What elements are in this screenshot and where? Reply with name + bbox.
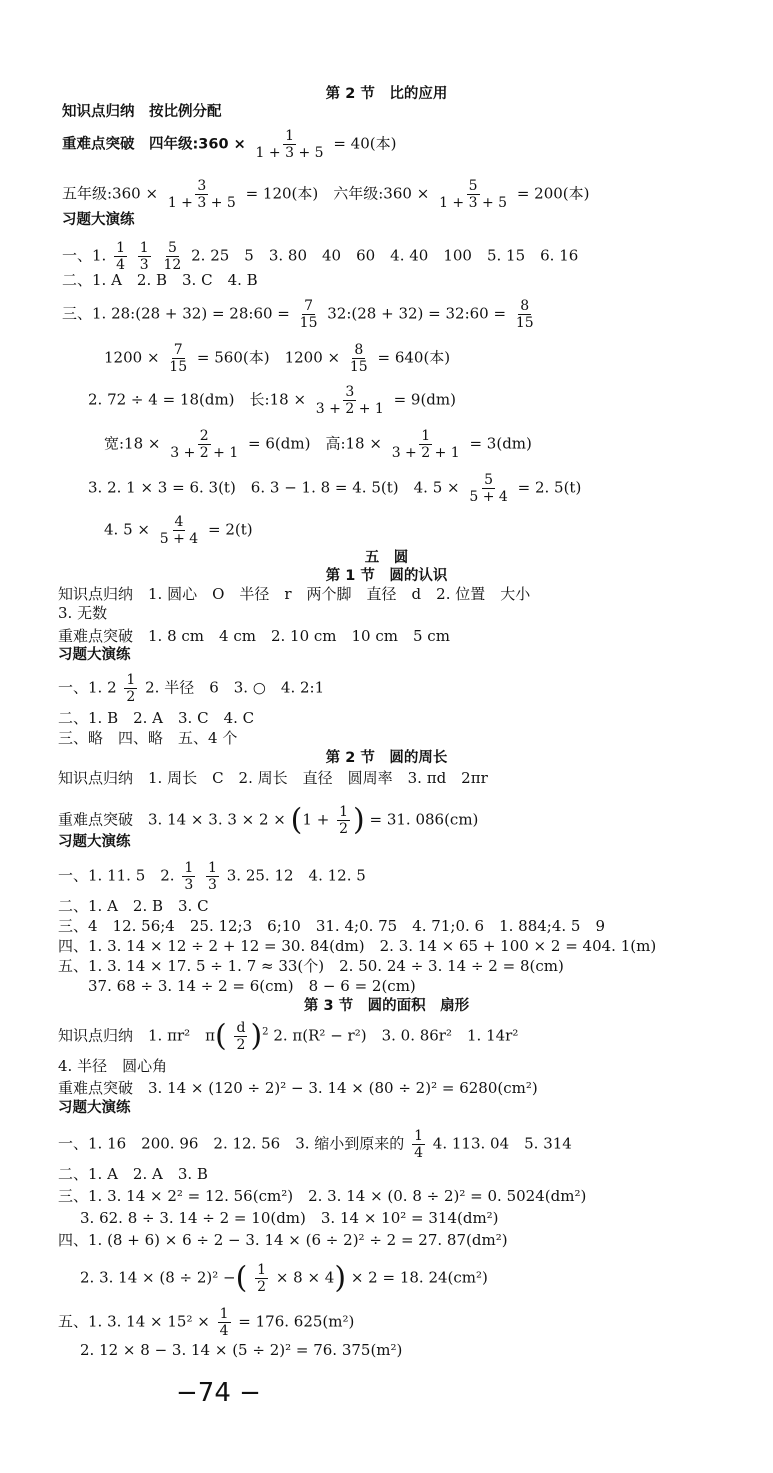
answer-line: 2. 3. 14 × (8 ÷ 2)² −( $\frac{1}{2}$ × 8 × 4) × 2 = 18. 24(cm²) bbox=[80, 1260, 488, 1296]
section-title-circle-intro: 第 1 节 圆的认识 bbox=[325, 568, 448, 584]
answer-line: 3. 2. 1 × 3 = 6. 3(t) 6. 3 − 1. 8 = 4. 5(t) 4. 5 × $\frac{5}{5 + 4}$ = 2. 5(t) bbox=[88, 472, 582, 505]
answer-line: 1200 × $\frac{7}{15}$ = 560(本) 1200 × $\frac{8}{15}$ = 640(本) bbox=[104, 342, 451, 375]
answer-line: 一、1. $\frac{1}{4}$ $\frac{1}{3}$ $\frac{5}{12}$ 2. 25 5 3. 80 40 60 4. 40 100 5. 15 6. 16 bbox=[62, 240, 579, 273]
fraction: $\frac{d}{2}$ bbox=[236, 1020, 246, 1053]
fraction: $\frac{5}{5 + 4}$ bbox=[469, 472, 508, 505]
answer-line: 二、1. A 2. B 3. C 4. B bbox=[62, 271, 258, 289]
fraction: $\frac{3}{1 + 3 + 5}$ bbox=[167, 178, 236, 211]
fraction: $\frac{5}{12}$ bbox=[163, 240, 182, 273]
section-title-circumference: 第 2 节 圆的周长 bbox=[325, 750, 448, 766]
difficulty-line: 重难点突破 3. 14 × (120 ÷ 2)² − 3. 14 × (80 ÷ 2)² = 6280(cm²) bbox=[58, 1079, 538, 1097]
answer-line: 一、1. 2 $\frac{1}{2}$ 2. 半径 6 3. ○ 4. 2:1 bbox=[58, 672, 325, 705]
page-number: −74 − bbox=[176, 1378, 261, 1408]
answer-line: 2. 12 × 8 − 3. 14 × (5 ÷ 2)² = 76. 375(m²) bbox=[80, 1341, 403, 1359]
answer-line: 3. 62. 8 ÷ 3. 14 ÷ 2 = 10(dm) 3. 14 × 10² = 314(dm²) bbox=[80, 1209, 499, 1227]
exercise-heading: 习题大演练 bbox=[58, 647, 131, 663]
answer-line: 2. 72 ÷ 4 = 18(dm) 长:18 × $\frac{3}{3 + 2 + 1}$ = 9(dm) bbox=[88, 384, 456, 417]
knowledge-summary: 知识点归纳 1. 周长 C 2. 周长 直径 圆周率 3. πd 2πr bbox=[58, 769, 488, 787]
answer-line: 一、1. 16 200. 96 2. 12. 56 3. 缩小到原来的 $\frac{1}{4}$ 4. 113. 04 5. 314 bbox=[58, 1128, 572, 1161]
knowledge-summary: 知识点归纳 1. πr² π( $\frac{d}{2}$ )$^2$ 2. π(R² − r²) 3. 0. 86r² 1. 14r² bbox=[58, 1018, 519, 1054]
answer-line: 五、1. 3. 14 × 17. 5 ÷ 1. 7 ≈ 33(个) 2. 50. 24 ÷ 3. 14 ÷ 2 = 8(cm) bbox=[58, 957, 564, 975]
exercise-heading: 习题大演练 bbox=[62, 212, 135, 228]
fraction: $\frac{1}{3}$ bbox=[184, 860, 194, 893]
fraction: $\frac{1}{3}$ bbox=[139, 240, 149, 273]
fraction: $\frac{7}{15}$ bbox=[299, 298, 318, 331]
answer-line: 二、1. B 2. A 3. C 4. C bbox=[58, 709, 255, 727]
fraction: $\frac{4}{5 + 4}$ bbox=[159, 514, 199, 547]
fraction: $\frac{1}{3 + 2 + 1}$ bbox=[391, 428, 460, 461]
fraction: $\frac{1}{3}$ bbox=[208, 860, 217, 893]
answer-line: 三、1. 3. 14 × 2² = 12. 56(cm²) 2. 3. 14 × (0. 8 ÷ 2)² = 0. 5024(dm²) bbox=[58, 1187, 587, 1205]
answer-line: 4. 半径 圆心角 bbox=[58, 1057, 168, 1075]
fraction: $\frac{2}{3 + 2 + 1}$ bbox=[170, 428, 239, 461]
answer-line: 三、略 四、略 五、4 个 bbox=[58, 729, 238, 747]
exercise-heading: 习题大演练 bbox=[58, 834, 131, 850]
answer-line: 4. 5 × $\frac{4}{5 + 4}$ = 2(t) bbox=[104, 514, 253, 547]
difficulty-line: 重难点突破 四年级:360 × $\frac{1}{1 + 3 + 5}$ = 40(本) bbox=[62, 128, 397, 161]
section-title-circle-area: 第 3 节 圆的面积 扇形 bbox=[303, 998, 470, 1014]
knowledge-summary: 知识点归纳 1. 圆心 O 半径 r 两个脚 直径 d 2. 位置 大小 bbox=[58, 585, 531, 603]
fraction: $\frac{1}{4}$ bbox=[219, 1306, 229, 1339]
difficulty-line: 重难点突破 3. 14 × 3. 3 × 2 × (1 + $\frac{1}{2}$ ) = 31. 086(cm) bbox=[58, 802, 479, 838]
answer-line: 五、1. 3. 14 × 15² × $\frac{1}{4}$ = 176. 625(m²) bbox=[58, 1306, 355, 1339]
grade-five-six-line: 五年级:360 × $\frac{3}{1 + 3 + 5}$ = 120(本) 六年级:360 × $\frac{5}{1 + 3 + 5}$ = 200(本) bbox=[62, 178, 590, 211]
answer-line: 四、1. 3. 14 × 12 ÷ 2 + 12 = 30. 84(dm) 2. 3. 14 × 65 + 100 × 2 = 404. 1(m) bbox=[58, 937, 657, 955]
fraction: $\frac{5}{1 + 3 + 5}$ bbox=[439, 178, 508, 211]
chapter-title-circle: 五 圆 bbox=[364, 550, 409, 566]
difficulty-line: 重难点突破 1. 8 cm 4 cm 2. 10 cm 10 cm 5 cm bbox=[58, 627, 450, 645]
answer-line: 三、4 12. 56;4 25. 12;3 6;10 31. 4;0. 75 4. 71;0. 6 1. 884;4. 5 9 bbox=[58, 917, 606, 935]
answer-line: 四、1. (8 + 6) × 6 ÷ 2 − 3. 14 × (6 ÷ 2)² ÷ 2 = 27. 87(dm²) bbox=[58, 1231, 508, 1249]
answer-line: 37. 68 ÷ 3. 14 ÷ 2 = 6(cm) 8 − 6 = 2(cm) bbox=[88, 977, 416, 995]
fraction: $\frac{1}{1 + 3 + 5}$ bbox=[255, 128, 324, 161]
knowledge-summary: 知识点归纳 按比例分配 bbox=[62, 104, 222, 120]
fraction: $\frac{1}{4}$ bbox=[414, 1128, 423, 1161]
answer-line: 二、1. A 2. B 3. C bbox=[58, 897, 209, 915]
answer-line: 三、1. 28:(28 + 32) = 28:60 = $\frac{7}{15}$ 32:(28 + 32) = 32:60 = $\frac{8}{15}$ bbox=[62, 298, 534, 331]
fraction: $\frac{3}{3 + 2 + 1}$ bbox=[315, 384, 384, 417]
answer-line: 一、1. 11. 5 2. $\frac{1}{3}$ $\frac{1}{3}$ 3. 25. 12 4. 12. 5 bbox=[58, 860, 366, 893]
fraction: $\frac{7}{15}$ bbox=[169, 342, 188, 375]
fraction: $\frac{8}{15}$ bbox=[349, 342, 368, 375]
fraction: $\frac{1}{2}$ bbox=[257, 1262, 267, 1295]
fraction: $\frac{1}{4}$ bbox=[116, 240, 126, 273]
fraction: $\frac{1}{2}$ bbox=[339, 804, 348, 837]
answer-line: 二、1. A 2. A 3. B bbox=[58, 1165, 208, 1183]
exercise-heading: 习题大演练 bbox=[58, 1100, 131, 1116]
fraction: $\frac{1}{2}$ bbox=[126, 672, 136, 705]
answer-line: 3. 无数 bbox=[58, 604, 108, 622]
section-title-ratio-application: 第 2 节 比的应用 bbox=[325, 86, 448, 102]
answer-line: 宽:18 × $\frac{2}{3 + 2 + 1}$ = 6(dm) 高:18 × $\frac{1}{3 + 2 + 1}$ = 3(dm) bbox=[104, 428, 532, 461]
fraction: $\frac{8}{15}$ bbox=[515, 298, 534, 331]
